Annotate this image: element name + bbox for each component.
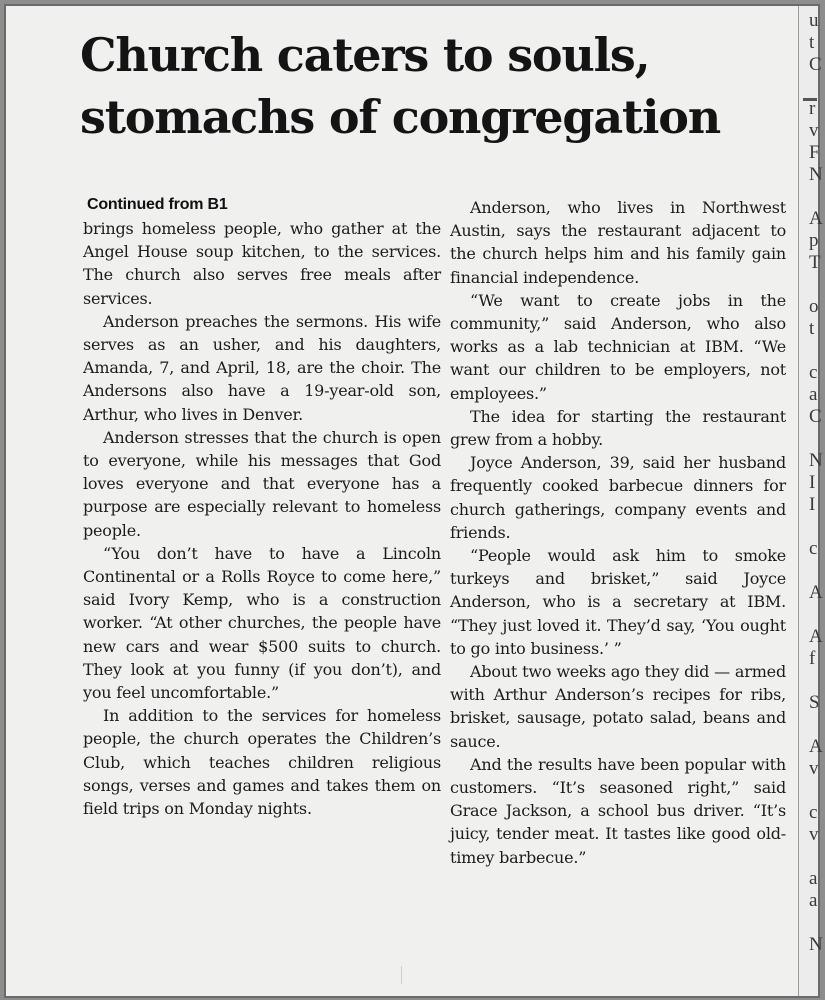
adjacent-letter [809,186,825,208]
paragraph: Anderson stresses that the church is open to everyone, while his messages that God loves everyone and that everyone has a purpose are especially relevant to homeless people. [83,427,441,540]
adjacent-letter [809,846,825,868]
adjacent-letter: A [809,582,823,603]
adjacent-letter: S [809,692,820,713]
adjacent-letter: C [809,54,822,75]
adjacent-letter [809,428,825,450]
paragraph: “We want to create jobs in the community,” said Anderson, who also works as a lab technician at IBM. “We want our children to be employers, not employees.” [450,290,786,403]
adjacent-letter: t [809,32,815,53]
adjacent-letter: A [809,208,823,229]
adjacent-letter: A [809,736,823,757]
paragraph: “You don’t have to have a Lincoln Continental or a Rolls Royce to come here,” said Ivory Kemp, who is a construction worker. “At other churches, the people have new cars and wear $500 suits to church. They look at you funny (if you don’t), and you feel uncomfortable.” [83,543,441,703]
adjacent-letter: v [809,758,819,779]
paragraph: In addition to the services for homeless people, the church operates the Children’s Club, which teaches children religious songs, verses and games and takes them on field trips on Monday nights. [83,706,441,819]
adjacent-letter: t [809,318,815,339]
adjacent-letter [809,912,825,934]
adjacent-letter [809,604,825,626]
adjacent-letter: A [809,626,823,647]
adjacent-letter: u [809,10,819,31]
adjacent-letter: c [809,802,818,823]
adjacent-letter [809,274,825,296]
adjacent-letter: N [809,934,823,955]
headline-line-2: stomachs of congregation [80,90,720,144]
headline [80,24,792,148]
scan-frame [4,4,823,998]
headline-line-1: Church caters to souls, [80,28,650,82]
adjacent-letter: f [809,648,816,669]
adjacent-letter: N [809,450,823,471]
adjacent-letter [809,76,825,98]
paragraph: And the results have been popular with customers. “It’s seasoned right,” said Grace Jackson, a school bus driver. “It’s juicy, tender meat. It tastes like good old-timey barbecue.” [450,754,786,867]
adjacent-letter: c [809,362,818,383]
adjacent-article-fragment [809,10,825,956]
adjacent-letter: r [809,98,816,119]
adjacent-letter [809,780,825,802]
adjacent-letter: F [809,142,820,163]
adjacent-letter: I [809,472,816,493]
adjacent-letter [809,516,825,538]
paragraph: Anderson preaches the sermons. His wife serves as an usher, and his daughters, Amanda, 7, and April, 18, are the choir. The Andersons also have a 19-year-old son, Arthur, who lives in Denver. [83,311,441,424]
adjacent-letter [809,670,825,692]
paragraph: Anderson, who lives in Northwest Austin, says the restaurant adjacent to the church helps him and his family gain financial independence. [450,198,786,287]
newspaper-clipping [6,6,799,996]
adjacent-letter [809,714,825,736]
adjacent-letter: N [809,164,823,185]
adjacent-letter: a [809,384,818,405]
article-column-1 [83,194,441,820]
adjacent-letter: a [809,868,818,889]
adjacent-letter: T [809,252,821,273]
adjacent-letter: I [809,494,816,515]
adjacent-letter: c [809,538,818,559]
paragraph: brings homeless people, who gather at the Angel House soup kitchen, to the services. The church also serves free meals after services. [83,219,441,308]
paper-blemish [401,966,408,984]
adjacent-letter: a [809,890,818,911]
paragraph: The idea for starting the restaurant grew from a hobby. [450,406,786,450]
continued-from-label: Continued from B1 [87,196,228,213]
paragraph: “People would ask him to smoke turkeys and brisket,” said Joyce Anderson, who is a secretary at IBM. “They just loved it. They’d say, ‘You ought to go into business.’ ” [450,546,786,658]
paragraph: About two weeks ago they did — armed with Arthur Anderson’s recipes for ribs, brisket, sausage, potato salad, beans and sauce. [450,662,786,751]
paragraph: Joyce Anderson, 39, said her husband frequently cooked barbecue dinners for church gatherings, company events and friends. [450,453,786,542]
adjacent-letter: C [809,406,822,427]
adjacent-letter: p [809,230,819,251]
adjacent-letter: v [809,824,819,845]
adjacent-letter: v [809,120,819,141]
adjacent-letter: o [809,296,819,317]
adjacent-letter [809,340,825,362]
article-column-2 [450,196,786,869]
adjacent-letter [809,560,825,582]
